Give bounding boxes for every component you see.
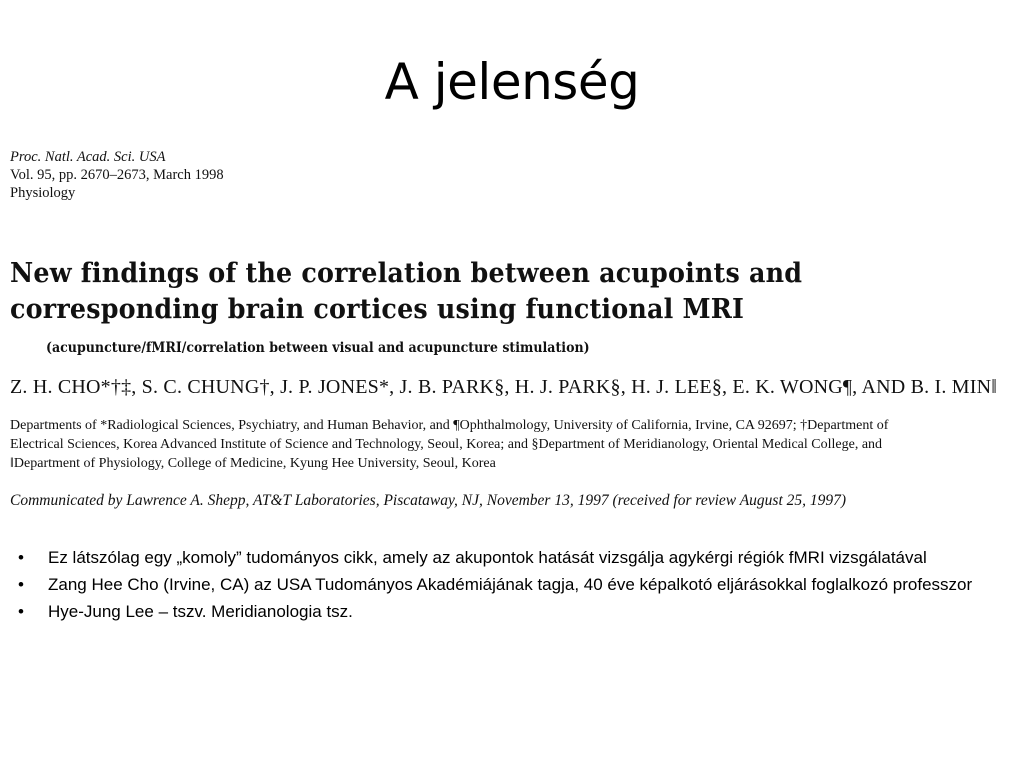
- paper-affiliations: [10, 416, 1018, 473]
- bullet-list: [18, 548, 1008, 629]
- affiliation-line-3: ‖Department of Physiology, College of Medicine, Kyung Hee University, Seoul, Korea: [10, 456, 496, 471]
- paper-excerpt-image: [10, 148, 1018, 518]
- bullet-item: [18, 548, 1008, 568]
- paper-authors: Z. H. CHO*†‡, S. C. CHUNG†, J. P. JONES*, J. B. PARK§, H. J. PARK§, H. J. LEE§, E. K. WONG¶, AND B. I. MIN‖: [10, 376, 998, 398]
- affiliation-line-2: Electrical Sciences, Korea Advanced Institute of Science and Technology, Seoul, Korea; and §Department of Meridianology, Oriental Medical College, and: [10, 437, 883, 452]
- journal-info: [10, 148, 224, 202]
- bullet-text: Zang Hee Cho (Irvine, CA) az USA Tudományos Akadémiájának tagja, 40 éve képalkotó eljárásokkal foglalkozó professzor: [48, 575, 973, 594]
- slide-title: A jelenség: [384, 53, 640, 111]
- bullet-icon: •: [18, 602, 24, 621]
- bullet-text: Hye-Jung Lee – tszv. Meridianologia tsz.: [48, 602, 353, 621]
- bullet-item: [18, 575, 1008, 595]
- bullet-icon: •: [18, 548, 24, 567]
- paper-title-line-1: New findings of the correlation between acupoints and: [10, 258, 803, 289]
- paper-title: [10, 256, 802, 328]
- bullet-icon: •: [18, 575, 24, 594]
- paper-title-line-2: corresponding brain cortices using functional MRI: [10, 294, 745, 325]
- affiliation-line-1: Departments of *Radiological Sciences, Psychiatry, and Human Behavior, and ¶Ophthalmology, University of California, Irvine, CA 92697; †Department of: [10, 418, 889, 433]
- journal-section: Physiology: [10, 185, 76, 201]
- paper-communicated: Communicated by Lawrence A. Shepp, AT&T Laboratories, Piscataway, NJ, November 13, 1997 (received for review August 25, 1997): [10, 492, 847, 509]
- journal-volume: Vol. 95, pp. 2670–2673, March 1998: [10, 167, 224, 183]
- journal-name: Proc. Natl. Acad. Sci. USA: [10, 149, 166, 165]
- bullet-text: Ez látszólag egy „komoly” tudományos cikk, amely az akupontok hatását vizsgálja agykérgi régiók fMRI vizsgálatával: [48, 548, 927, 567]
- bullet-item: [18, 602, 1008, 622]
- paper-keywords: (acupuncture/fMRI/correlation between visual and acupuncture stimulation): [46, 340, 590, 356]
